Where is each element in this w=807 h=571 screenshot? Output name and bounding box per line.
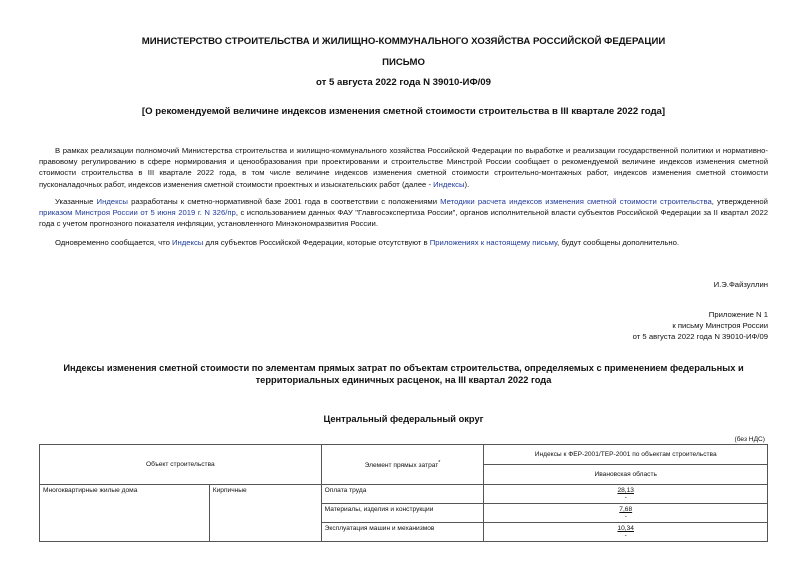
footnote-mark-icon: * (438, 459, 441, 466)
document-subject: [О рекомендуемой величине индексов изменения сметной стоимости строительства в III квартале 2022 года] (141, 106, 666, 117)
value-cell: 28,13 - (484, 485, 768, 504)
link-indexes[interactable]: Индексы (171, 238, 204, 247)
ministry-heading: МИНИСТЕРСТВО СТРОИТЕЛЬСТВА И ЖИЛИЩНО-КОММУНАЛЬНОГО ХОЗЯЙСТВА РОССИЙСКОЙ ФЕДЕРАЦИИ (141, 36, 666, 47)
link-methodology[interactable]: Методики расчета индексов изменения сметной стоимости строительства (440, 197, 712, 206)
header-object: Объект строительства (40, 445, 322, 485)
table-row (40, 485, 768, 504)
paragraph-3: Одновременно сообщается, что Индексы для субъектов Российской Федерации, которые отсутствуют в Приложениях к настоящему письму, будут сообщены дополнительно. (55, 238, 680, 247)
appendix-date: от 5 августа 2022 года N 39010-ИФ/09 (632, 332, 768, 341)
link-order[interactable]: приказом Минстроя России от 5 июня 2019 г. N 326/пр (39, 208, 236, 218)
value-cell: 7,68 - (484, 504, 768, 523)
table-title: Индексы изменения сметной стоимости по элементам прямых затрат по объектам строительства, определяемых с применением федеральных и территориальных единичных расценок, на III квартал 2022 года (63, 363, 744, 385)
element-cell: Эксплуатация машин и механизмов (321, 523, 484, 542)
link-appendices[interactable]: Приложениях к настоящему письму (429, 238, 558, 247)
paragraph-2: Указанные Индексы разработаны к сметно-нормативной базе 2001 года в соответствии с положениями Методики расчета индексов изменения сметной стоимости строительства, утвержденной приказом Минстроя России от 5 июня 2019 г. N 326/пр, с использованием данных ФАУ "Главгосэкспертиза России", органов исполнительной власти субъектов Российской Федерации за II квартал 2022 года с учетом прогнозного показателя инфляции, установленного Минэкономразвития России. (39, 197, 768, 229)
value-cell: 10,34 - (484, 523, 768, 542)
signer-name: И.Э.Файзуллин (713, 280, 768, 289)
appendix-label: Приложение N 1 (708, 310, 768, 319)
header-region: Ивановская область (484, 465, 768, 485)
object-type-cell: Кирпичные (209, 485, 321, 542)
index-table (39, 444, 768, 542)
district-heading: Центральный федеральный округ (323, 414, 484, 424)
paragraph-1: В рамках реализации полномочий Министерства строительства и жилищно-коммунального хозяйства Российской Федерации по выработке и реализации государственной политики и нормативно-правовому регулированию в сфере нормирования и ценообразования при проектировании и строительстве Минстрой России сообщает о рекомендуемой величине индексов изменения сметной стоимости строительства в III квартале 2022 года, в том числе величине индексов изменения сметной стоимости строительно-монтажных работ, индексов изменения сметной стоимости пусконаладочных работ, индексов изменения сметной стоимости проектных и изыскательских работ (далее - Индексы). (39, 146, 768, 189)
vat-note: (без НДС) (734, 436, 765, 443)
table-header-row (40, 445, 768, 465)
document-type: ПИСЬМО (382, 57, 425, 68)
link-indexes[interactable]: Индексы (96, 197, 128, 206)
element-cell: Материалы, изделия и конструкции (321, 504, 484, 523)
appendix-reference: к письму Минстроя России (672, 321, 768, 330)
header-indexes: Индексы к ФЕР-2001/ТЕР-2001 по объектам строительства (484, 445, 768, 465)
object-name-cell: Многоквартирные жилые дома (40, 485, 210, 542)
link-indexes[interactable]: Индексы (433, 179, 465, 189)
header-element: Элемент прямых затрат* (321, 445, 484, 485)
element-cell: Оплата труда (321, 485, 484, 504)
document-date-number: от 5 августа 2022 года N 39010-ИФ/09 (316, 77, 491, 88)
